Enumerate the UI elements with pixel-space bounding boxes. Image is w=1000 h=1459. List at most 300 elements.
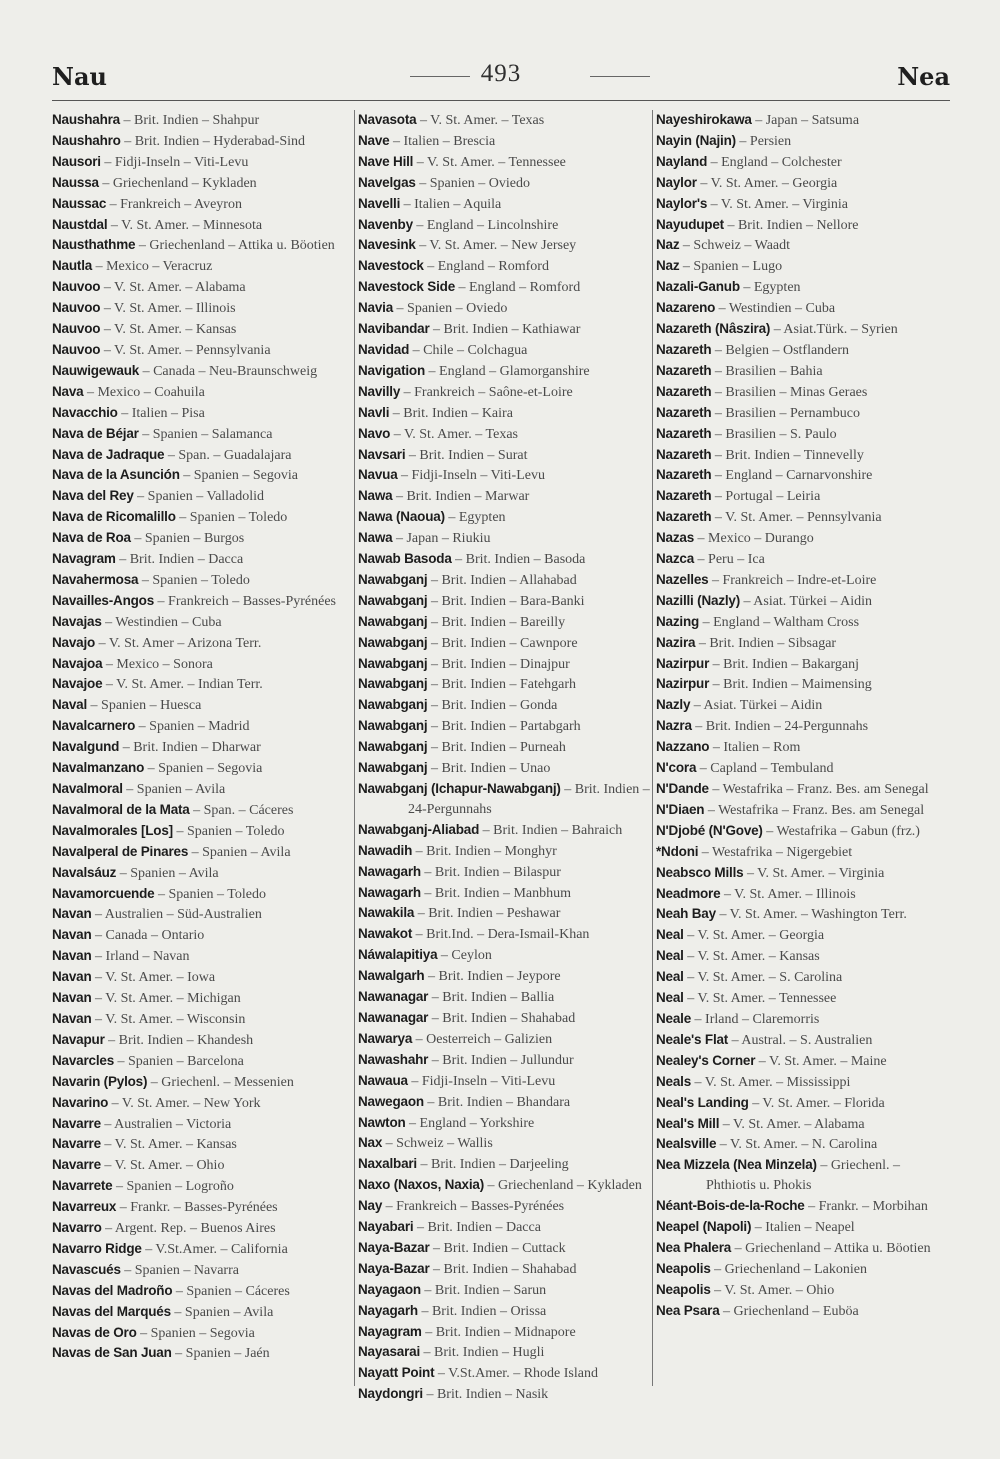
entry-headword: Nax [358, 1135, 383, 1151]
entry-headword: Nazing [656, 613, 700, 629]
entry-headword: Naylor's [656, 195, 708, 211]
entry-headword: Naushahra [52, 112, 120, 127]
gazetteer-entry [52, 674, 344, 695]
entry-headword: Nayeshirokawa [656, 112, 752, 127]
entry-location: – V.St.Amer. – Rhode Island [434, 1366, 598, 1382]
column-2 [354, 110, 650, 1403]
entry-headword: Navarcles [52, 1052, 115, 1068]
gazetteer-entry [656, 591, 948, 612]
gazetteer-entry [656, 403, 948, 424]
entry-location: – Irland – Claremorris [691, 1011, 820, 1027]
entry-location: – Brit. Indien – Bilaspur [420, 864, 561, 880]
entry-location: – Portugal – Leiria [711, 489, 821, 505]
entry-headword: Nawabganj [358, 760, 428, 776]
gazetteer-entry [52, 1239, 344, 1260]
entry-location: – V. St. Amer. – Virginia [707, 196, 849, 212]
gazetteer-entry [656, 256, 948, 277]
gazetteer-entry [358, 194, 650, 215]
gazetteer-entry [656, 152, 948, 173]
entry-location: – Spanien – Segovia [179, 468, 298, 484]
gazetteer-entry [656, 821, 948, 842]
entry-location: – Italien – Neapel [751, 1220, 855, 1236]
entry-headword: Nealsville [656, 1136, 717, 1152]
entry-location: – Brit. Indien – Gonda [427, 698, 558, 714]
gazetteer-entry [52, 215, 344, 236]
entry-headword: Nayagarh [358, 1302, 418, 1318]
entry-location: – Mexico – Sonora [102, 656, 213, 672]
entry-location: – Brit. Indien – Shahabad [429, 1261, 577, 1277]
gazetteer-entry [52, 570, 344, 591]
entry-location: – Frankreich – Basses-Pyrénées [154, 593, 336, 609]
entry-location: – V. St. Amer. – Illinois [100, 301, 236, 317]
gazetteer-entry [358, 277, 650, 298]
entry-location: – Canada – Ontario [91, 928, 205, 944]
entry-location: – Brit. Indien – Dacca [115, 552, 244, 568]
entry-location: – Brit. Indien – Jeypore [424, 969, 561, 985]
entry-headword: Navarro Ridge [52, 1240, 142, 1256]
entry-headword: Navalsáuz [52, 864, 117, 880]
entry-headword: Nauwigewauk [52, 362, 140, 378]
gazetteer-entry [656, 465, 948, 486]
entry-headword: Neal's Landing [656, 1094, 749, 1110]
gazetteer-entry [52, 382, 344, 403]
entry-headword: Navajoe [52, 676, 103, 692]
gazetteer-entry [52, 1197, 344, 1218]
gazetteer-entry [656, 507, 948, 528]
entry-headword: Nawabganj [358, 718, 428, 734]
gazetteer-entry [52, 131, 344, 152]
entry-headword: Nea Phalera [656, 1239, 732, 1255]
entry-location: – Austral. – S. Australien [728, 1032, 873, 1048]
entry-headword: Neal [656, 948, 684, 964]
gazetteer-entry [656, 215, 948, 236]
entry-headword: Naxo (Naxos, Naxia) [358, 1177, 484, 1193]
gazetteer-entry [656, 361, 948, 382]
entry-location: – V. St. Amer. – Tennessee [683, 991, 837, 1007]
entry-headword: Navli [358, 404, 390, 420]
gazetteer-entry [358, 841, 650, 862]
entry-headword: Nazilli (Nazly) [656, 592, 741, 608]
entry-location: – Spanien – Madrid [135, 719, 250, 735]
entry-headword: Naussac [52, 195, 107, 211]
entry-location: – Brit. Indien – Dinajpur [427, 656, 570, 672]
gazetteer-entry [656, 424, 948, 445]
entry-headword: Navarre [52, 1136, 101, 1152]
gazetteer-entry [358, 883, 650, 904]
entry-location: – Brit.Ind. – Dera-Ismail-Khan [412, 927, 590, 943]
entry-location: – Brasilien – S. Paulo [711, 426, 837, 442]
entry-headword: Nausori [52, 153, 101, 169]
entry-location: – Spanien – Avila [188, 844, 291, 860]
gazetteer-entry [358, 1217, 650, 1238]
entry-headword: Navajo [52, 634, 96, 650]
entry-headword: Nawabganj (Ichapur-Nawabganj) [358, 781, 561, 796]
gazetteer-entry [358, 654, 650, 675]
entry-headword: Navan [52, 927, 92, 943]
entry-headword: Navigation [358, 362, 426, 378]
entry-location: – Brit. Indien – Nasik [422, 1387, 549, 1403]
entry-headword: Navalmoral [52, 781, 123, 796]
entry-location: – Griechenland – Kykladen [98, 175, 257, 191]
entry-headword: N'cora [656, 760, 697, 776]
entry-location: – Asiat. Türkei – Aidin [690, 698, 823, 714]
entry-headword: Navas de Oro [52, 1324, 137, 1340]
gazetteer-entry [656, 988, 948, 1009]
entry-headword: Navalmorales [Los] [52, 822, 173, 838]
entry-headword: Nava de Béjar [52, 425, 139, 441]
gazetteer-entry [656, 1114, 948, 1135]
gazetteer-entry [52, 486, 344, 507]
entry-location: – Brit. Indien – Bhandara [423, 1094, 571, 1110]
gazetteer-entry [52, 1218, 344, 1239]
gazetteer-entry [358, 528, 650, 549]
header-last-word: Nea [897, 62, 950, 91]
entry-headword: Nawabganj [358, 613, 428, 629]
gazetteer-entry [656, 173, 948, 194]
entry-location: – Brit. Indien – Bara-Banki [427, 593, 585, 609]
gazetteer-entry [358, 1280, 650, 1301]
gazetteer-entry [656, 1093, 948, 1114]
gazetteer-entry [358, 1175, 650, 1196]
entry-location: – Brit. Indien – Bareilly [427, 614, 566, 630]
entry-location: – Spanien – Salamanca [138, 426, 273, 442]
gazetteer-entry [52, 110, 344, 131]
gazetteer-entry [656, 194, 948, 215]
entry-location: – V. St. Amer. – Kansas [100, 1137, 237, 1153]
entry-location: – V. St. Amer. – Kansas [100, 322, 237, 338]
entry-headword: N'Diaen [656, 801, 705, 817]
gazetteer-entry [358, 758, 650, 779]
entry-headword: Navelli [358, 195, 401, 211]
entry-location: – V. St. Amer. – Georgia [683, 928, 825, 944]
gazetteer-entry [52, 424, 344, 445]
entry-location: – Westafrika – Nigergebiet [698, 844, 853, 860]
entry-headword: Nauvoo [52, 341, 101, 357]
entry-location: – Brit. Indien – Marwar [392, 489, 530, 505]
entry-location: – V. St. Amer. – Kansas [683, 949, 820, 965]
entry-location: – Brit. Indien – Darjeeling [416, 1157, 569, 1173]
entry-headword: Nayabari [358, 1219, 414, 1235]
gazetteer-entry [52, 1009, 344, 1030]
gazetteer-entry [358, 1092, 650, 1113]
gazetteer-entry [358, 507, 650, 528]
entry-location: – Brit. Indien – Maimensing [709, 677, 872, 693]
entry-location: – Spanien – Avila [116, 865, 219, 881]
gazetteer-entry [52, 1051, 344, 1072]
entry-location: – Spanien – Toledo [154, 886, 266, 902]
gazetteer-entry [358, 382, 650, 403]
entry-location: – V. St. Amer. – Pennsylvania [711, 510, 882, 526]
entry-location: – V. St. Amer. – Washington Terr. [715, 907, 907, 923]
entry-location: – Spanien – Lugo [679, 259, 783, 275]
gazetteer-entry [656, 946, 948, 967]
entry-location: – Brit. Indien – Shahabad [428, 1010, 576, 1026]
entry-headword: Navascués [52, 1261, 121, 1277]
entry-location: – Spanien – Oviedo [393, 301, 508, 317]
entry-location: – Brit. Indien – Kathiawar [429, 322, 581, 338]
gazetteer-entry [656, 1217, 948, 1238]
entry-headword: Nauvoo [52, 300, 101, 316]
entry-headword: Naussa [52, 174, 99, 190]
entry-location: – Brit. Indien – Kaira [389, 405, 513, 421]
entry-headword: Nealey's Corner [656, 1052, 756, 1068]
entry-location: – V. St. Amer. – Florida [748, 1095, 885, 1111]
gazetteer-entry [656, 549, 948, 570]
gazetteer-entry [358, 131, 650, 152]
entry-headword: Naydongri [358, 1386, 423, 1402]
gazetteer-entry [52, 654, 344, 675]
entry-location: – Canada – Neu-Braunschweig [139, 363, 318, 379]
entry-headword: Nawabganj [358, 592, 428, 608]
gazetteer-entry [358, 1259, 650, 1280]
entry-location: – Ceylon [437, 948, 492, 964]
entry-location: – V. St. Amer – Arizona Terr. [95, 635, 262, 651]
gazetteer-entry [52, 591, 344, 612]
entry-location: – Spanien – Toledo [172, 823, 285, 839]
gazetteer-entry [52, 1030, 344, 1051]
entry-location: – Asiat. Türkei – Aidin [740, 593, 872, 609]
entry-headword: Nave Hill [358, 153, 414, 169]
gazetteer-entry [656, 674, 948, 695]
entry-location: – Brit. Indien – Sarun [420, 1282, 547, 1298]
gazetteer-entry [358, 716, 650, 737]
gazetteer-entry [656, 1196, 948, 1217]
gazetteer-entry [358, 820, 650, 841]
gazetteer-entry [358, 549, 650, 570]
entry-headword: Navajoa [52, 655, 103, 671]
entry-headword: Navalcarnero [52, 718, 136, 734]
gazetteer-entry [52, 361, 344, 382]
entry-headword: Nazareth [656, 383, 712, 399]
gazetteer-entry [656, 654, 948, 675]
entry-location: – Italien – Rom [709, 740, 801, 756]
entry-headword: Nautla [52, 258, 93, 274]
entry-location: – Spanien – Avila [122, 782, 226, 797]
entry-location: – Griechenland – Lakonien [710, 1261, 867, 1277]
entry-headword: Nawanagar [358, 1009, 429, 1025]
gazetteer-entry [52, 716, 344, 737]
gazetteer-entry [358, 298, 650, 319]
column-1 [52, 110, 344, 1364]
entry-headword: Nazareth [656, 467, 712, 483]
gazetteer-entry [656, 382, 948, 403]
entry-headword: Nea Mizzela (Nea Minzela) [656, 1157, 817, 1173]
entry-headword: Navestock Side [358, 279, 455, 295]
entry-location: – Spanien – Burgos [130, 531, 245, 547]
entry-headword: Navajas [52, 613, 102, 629]
gazetteer-entry [358, 903, 650, 924]
entry-location: – Westindien – Cuba [715, 301, 836, 317]
gazetteer-entry [52, 507, 344, 528]
entry-headword: Nave [358, 132, 390, 148]
entry-headword: Navan [52, 906, 92, 922]
gazetteer-entry [358, 591, 650, 612]
header-rule [52, 100, 950, 101]
entry-location: – Italien – Brescia [389, 133, 496, 149]
entry-headword: Nawabganj [358, 697, 428, 713]
entry-location: – Brit. Indien – 24-Pergunnahs [408, 782, 650, 817]
entry-location: – Brit. Indien – Tinnevelly [711, 447, 864, 463]
gazetteer-entry [358, 1008, 650, 1029]
entry-headword: Naylor [656, 174, 697, 190]
entry-headword: Nazzano [656, 739, 710, 755]
entry-location: – Japan – Riukiu [392, 531, 491, 547]
gazetteer-entry [52, 884, 344, 905]
gazetteer-entry [358, 1301, 650, 1322]
entry-location: – Spanien – Oviedo [415, 175, 531, 191]
entry-headword: Nayland [656, 153, 708, 169]
gazetteer-entry [656, 1134, 948, 1155]
entry-headword: Nawanagar [358, 989, 429, 1005]
gazetteer-entry [656, 131, 948, 152]
entry-location: – V. St. Amer. – Ohio [710, 1282, 835, 1298]
entry-headword: Nazelles [656, 571, 709, 587]
entry-location: – Mexico – Durango [694, 531, 814, 547]
entry-location: – Fidji-Inseln – Viti-Levu [397, 468, 545, 484]
gazetteer-entry [52, 904, 344, 925]
entry-location: – Brit. Indien – Hyderabad-Sind [120, 133, 306, 149]
entry-location: – Brit. Indien – Dharwar [119, 740, 261, 756]
entry-headword: Navestock [358, 258, 424, 274]
entry-headword: Nayasarai [358, 1344, 421, 1360]
entry-headword: Nawton [358, 1114, 406, 1130]
entry-location: – Frankreich – Indre-et-Loire [708, 572, 877, 588]
gazetteer-entry [358, 1029, 650, 1050]
entry-location: – Irland – Navan [91, 949, 190, 965]
gazetteer-entry [52, 235, 344, 256]
entry-headword: Nayatt Point [358, 1365, 435, 1381]
gazetteer-entry [656, 110, 948, 131]
entry-location: – Spanien – Jaén [171, 1346, 270, 1362]
gazetteer-entry [52, 863, 344, 884]
entry-location: – Spanien – Valladolid [133, 489, 265, 505]
gazetteer-entry [52, 1260, 344, 1281]
entry-headword: Nazira [656, 634, 696, 650]
entry-headword: Neale [656, 1010, 692, 1026]
entry-headword: Navo [358, 425, 391, 441]
entry-headword: Naval [52, 697, 88, 713]
gazetteer-entry [52, 1302, 344, 1323]
entry-location: – Brit. Indien – Dacca [413, 1220, 541, 1236]
entry-headword: Navacchio [52, 404, 118, 420]
entry-headword: Navas del Marqués [52, 1303, 171, 1319]
entry-location: – Frankreich – Saône-et-Loire [400, 384, 573, 400]
entry-location: – Brit. Indien – Partabgarh [427, 719, 581, 735]
gazetteer-entry [656, 1030, 948, 1051]
entry-headword: Navalmanzano [52, 760, 145, 776]
gazetteer-entry [656, 863, 948, 884]
entry-location: – Frankreich – Basses-Pyrénées [382, 1199, 565, 1215]
entry-headword: Nazareno [656, 300, 716, 316]
entry-headword: Navua [358, 467, 398, 483]
gazetteer-entry [656, 779, 948, 800]
entry-location: – Westafrika – Franz. Bes. am Senegal [704, 802, 925, 818]
entry-headword: Navelgas [358, 174, 416, 190]
entry-location: – Frankr. – Morbihan [804, 1199, 928, 1215]
entry-location: – Brit. Indien – Bakarganj [709, 656, 859, 672]
entry-location: – Brit. Indien – Monghyr [412, 843, 557, 859]
entry-headword: Naya-Bazar [358, 1260, 430, 1276]
entry-location: – Brit. Indien – Bahraich [479, 822, 623, 838]
gazetteer-entry [52, 842, 344, 863]
entry-location: – Brit. Indien – Manbhum [420, 885, 572, 901]
entry-headword: Nava del Rey [52, 488, 134, 504]
entry-location: – Brit. Indien – Orissa [417, 1303, 547, 1319]
gazetteer-entry [656, 1009, 948, 1030]
entry-headword: Nava de Jadraque [52, 446, 165, 462]
entry-headword: Nawa [358, 488, 393, 504]
gazetteer-entry [656, 235, 948, 256]
entry-location: – Oesterreich – Galizien [412, 1031, 553, 1047]
entry-location: – Spanien – Avila [170, 1304, 274, 1320]
gazetteer-entry [52, 549, 344, 570]
entry-headword: Navapur [52, 1031, 105, 1047]
entry-headword: Neal [656, 990, 684, 1006]
entry-location: – V.St.Amer. – California [141, 1241, 288, 1257]
entry-location: – Griechenland – Kykladen [484, 1178, 642, 1194]
entry-location: – Brit. Indien – Basoda [451, 552, 586, 568]
entry-location: – Brit. Indien – Peshawar [414, 906, 561, 922]
entry-headword: Neah Bay [656, 906, 716, 922]
gazetteer-entry [358, 862, 650, 883]
gazetteer-entry [52, 821, 344, 842]
gazetteer-entry [52, 1343, 344, 1364]
gazetteer-entry [52, 633, 344, 654]
entry-headword: Nazra [656, 718, 692, 734]
entry-location: – Brit. Indien – Cuttack [429, 1240, 566, 1256]
entry-location: – Spanien – Segovia [144, 761, 263, 777]
gazetteer-entry [656, 633, 948, 654]
gazetteer-entry [656, 758, 948, 779]
entry-headword: Navarro [52, 1220, 102, 1236]
entry-headword: Nazareth [656, 404, 712, 420]
entry-location: – Griechenl. – Messenien [147, 1074, 294, 1090]
gazetteer-entry [656, 340, 948, 361]
gazetteer-entry [656, 716, 948, 737]
entry-headword: Nazareth (Nâszira) [656, 321, 771, 337]
gazetteer-entry [656, 1301, 948, 1322]
gazetteer-entry [52, 800, 344, 821]
gazetteer-entry [656, 1051, 948, 1072]
entry-location: – Spanien – Cáceres [172, 1283, 290, 1299]
entry-headword: Nazali-Ganub [656, 279, 740, 295]
entry-headword: Naz [656, 237, 680, 253]
entry-location: – Italien – Aquila [400, 196, 502, 212]
entry-headword: Neapel (Napoli) [656, 1219, 752, 1235]
entry-location: – Westindien – Cuba [101, 614, 222, 630]
gazetteer-entry [358, 612, 650, 633]
entry-headword: Nawabganj [358, 634, 428, 650]
entry-headword: Navan [52, 948, 92, 964]
entry-headword: Nayin (Najin) [656, 132, 736, 148]
entry-headword: Naya-Bazar [358, 1239, 430, 1255]
entry-location: – V. St. Amer. – Tennessee [413, 154, 566, 170]
entry-location: – Mexico – Veracruz [92, 259, 213, 275]
entry-location: – V. St. Amer. – Maine [755, 1053, 887, 1069]
entry-location: – V. St. Amer. – Georgia [696, 175, 838, 191]
entry-location: – V. St. Amer. – Virginia [743, 865, 885, 881]
gazetteer-entry [358, 966, 650, 987]
gazetteer-entry [358, 215, 650, 236]
entry-location: – V. St. Amer. – Minnesota [107, 217, 263, 233]
entry-location: – Frankreich – Aveyron [106, 196, 242, 212]
gazetteer-entry [52, 403, 344, 424]
gazetteer-entry [52, 1176, 344, 1197]
entry-location: – Brit. Indien – Khandesh [104, 1032, 254, 1048]
entry-location: – Argent. Rep. – Buenos Aires [101, 1221, 276, 1237]
entry-location: – Chile – Colchagua [409, 342, 528, 358]
gazetteer-entry [52, 1155, 344, 1176]
